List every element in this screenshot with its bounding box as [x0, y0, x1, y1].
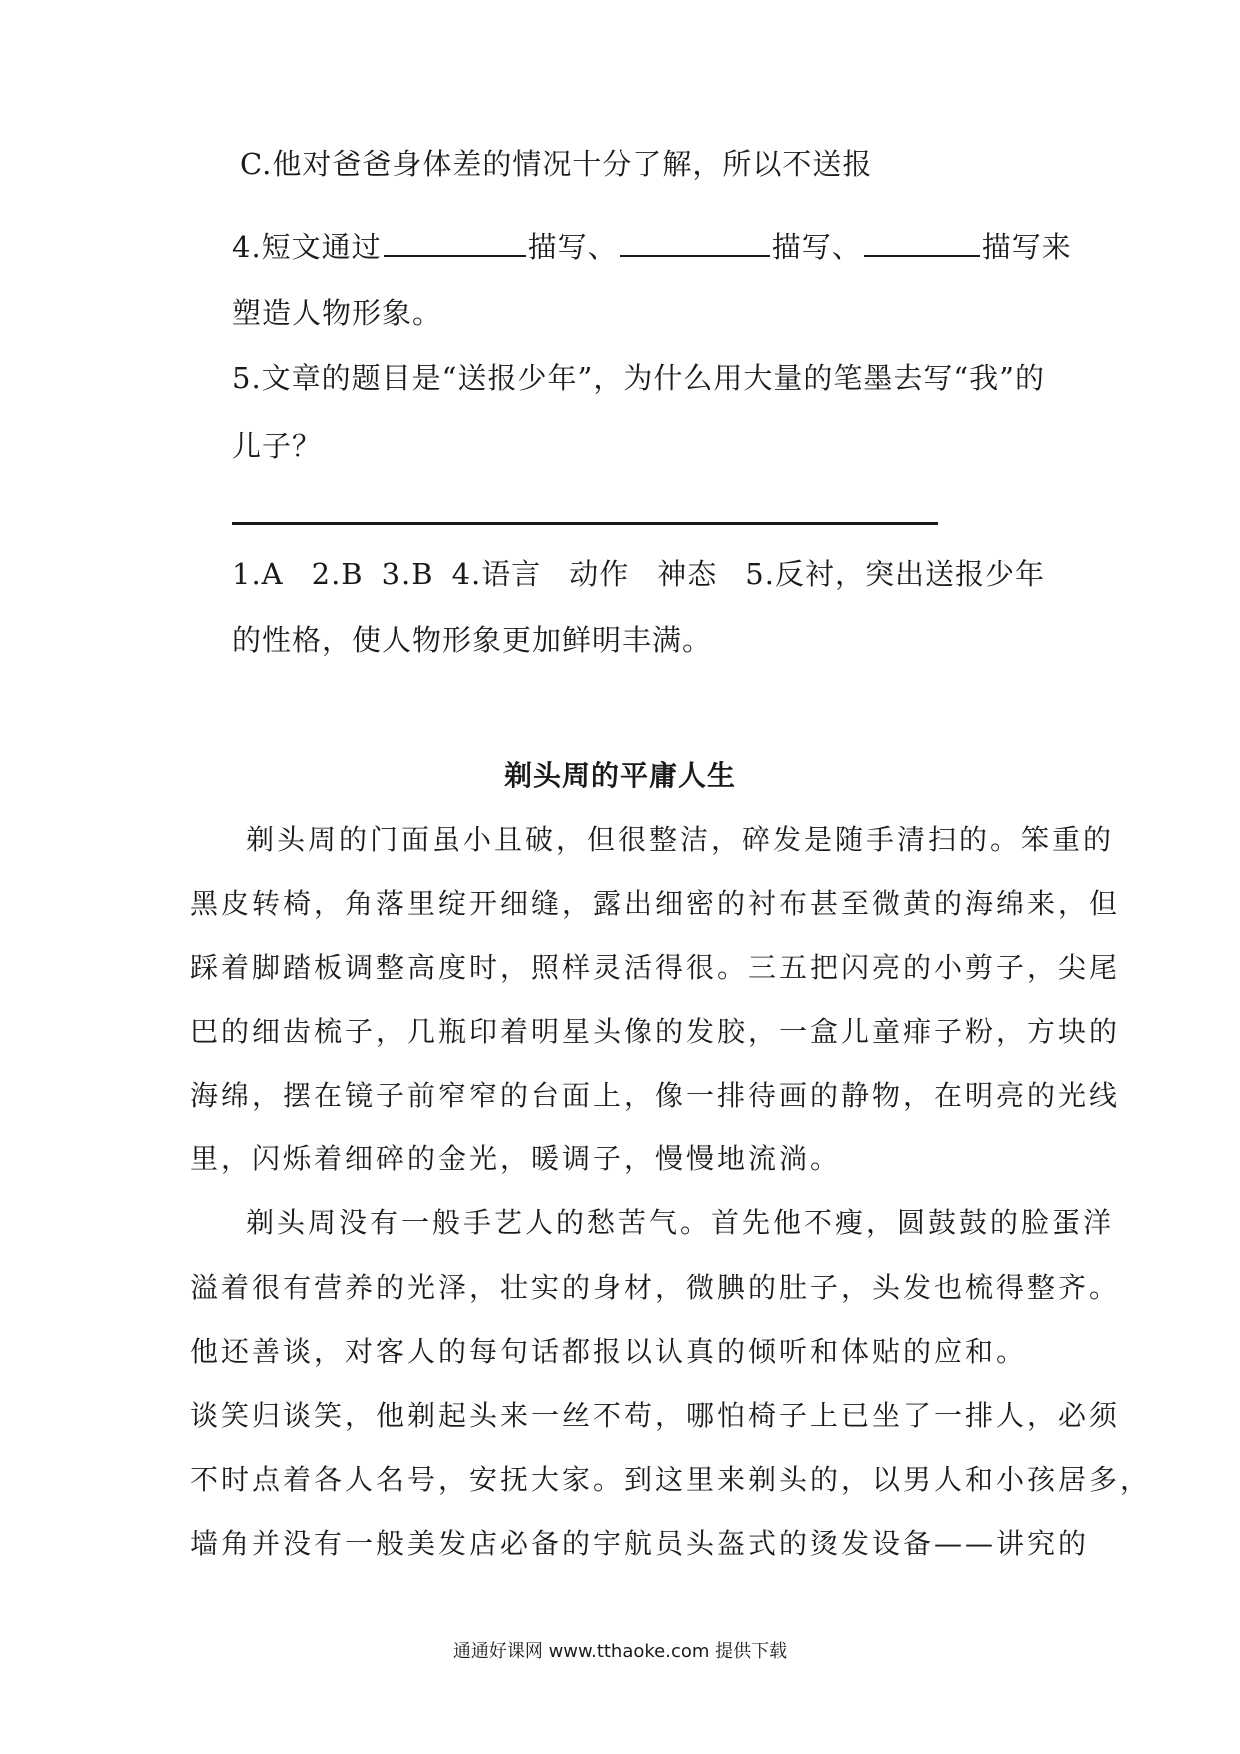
page-footer: 通通好课网 www.tthaoke.com 提供下载: [452, 1641, 788, 1662]
answer-key-line-1: [232, 556, 1045, 592]
q4-part1: 描写、: [527, 230, 618, 264]
article-title: 剃头周的平庸人生: [503, 759, 736, 792]
article-line: 溢着很有营养的光泽，壮实的身材，微腆的肚子，头发也梳得整齐。: [190, 1271, 1121, 1304]
article-line: 墙角并没有一般美发店必备的宇航员头盔式的烫发设备——讲究的: [190, 1527, 1090, 1560]
article-line: 巴的细齿梳子，几瓶印着明星头像的发胶，一盒儿童痱子粉，方块的: [190, 1015, 1121, 1048]
answer-line: [232, 522, 938, 525]
answer-2: 2.B: [311, 557, 364, 591]
question-5-line-1: 5.文章的题目是“送报少年”，为什么用大量的笔墨去写“我”的: [232, 361, 1045, 395]
article-line: 海绵，摆在镜子前窄窄的台面上，像一排待画的静物，在明亮的光线: [190, 1079, 1121, 1112]
answer-4-word-2: 动作: [569, 557, 630, 591]
article-line: 黑皮转椅，角落里绽开细缝，露出细密的衬布甚至微黄的海绵来，但: [190, 887, 1121, 920]
article-line: 他还善谈，对客人的每句话都报以认真的倾听和体贴的应和。: [190, 1335, 1028, 1368]
answer-4-word-3: 神态: [657, 557, 718, 591]
option-c: C.他对爸爸身体差的情况十分了解，所以不送报: [240, 147, 873, 181]
article-line: 不时点着各人名号，安抚大家。到这里来剃头的，以男人和小孩居多，: [190, 1463, 1152, 1496]
answer-1: 1.A: [232, 557, 284, 591]
article-line: 踩着脚踏板调整高度时，照样灵活得很。三五把闪亮的小剪子，尖尾: [190, 951, 1121, 984]
article-line: 剃头周没有一般手艺人的愁苦气。首先他不瘦，圆鼓鼓的脸蛋洋: [246, 1206, 1115, 1239]
answer-blank-3: [864, 231, 980, 257]
answer-5: 5.反衬，突出送报少年: [745, 557, 1045, 591]
answer-3: 3.B: [381, 557, 434, 591]
question-4: [232, 229, 1072, 265]
question-5-line-2: 儿子？: [232, 429, 323, 463]
q4-part3: 描写来: [981, 230, 1072, 264]
answer-blank-2: [620, 231, 770, 257]
q4-prefix: 4.短文通过: [232, 230, 382, 264]
article-line: 剃头周的门面虽小且破，但很整洁，碎发是随手清扫的。笨重的: [246, 823, 1115, 856]
answer-blank-1: [384, 231, 526, 257]
answer-4-label: 4.语言: [451, 557, 542, 591]
article-line: 里，闪烁着细碎的金光，暖调子，慢慢地流淌。: [190, 1142, 842, 1175]
answer-key-line-2: 的性格，使人物形象更加鲜明丰满。: [232, 623, 713, 657]
q4-part2: 描写、: [771, 230, 862, 264]
question-4-line-2: 塑造人物形象。: [232, 296, 443, 330]
article-line: 谈笑归谈笑，他剃起头来一丝不苟，哪怕椅子上已坐了一排人，必须: [190, 1399, 1121, 1432]
